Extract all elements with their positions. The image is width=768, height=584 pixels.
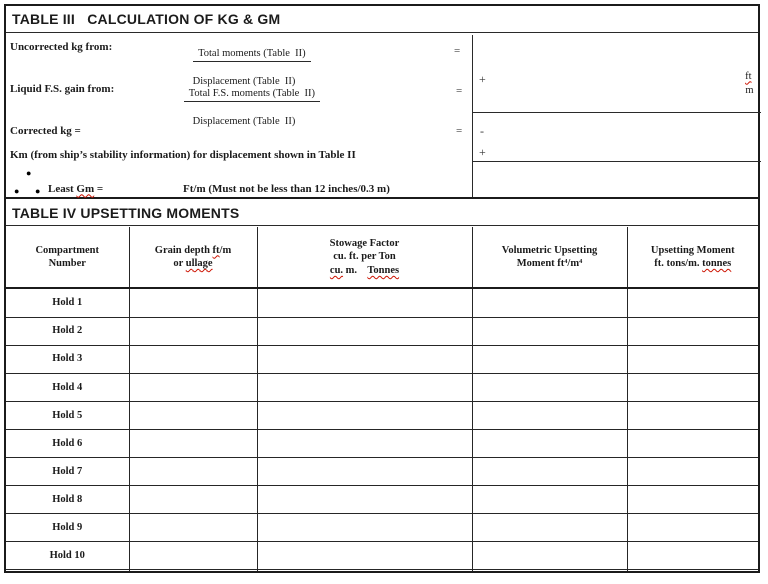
- value-cell[interactable]: [129, 401, 257, 429]
- table-row: [6, 401, 758, 429]
- value-cell[interactable]: [627, 542, 758, 570]
- value-cell[interactable]: [627, 373, 758, 401]
- table3-result-column: [472, 35, 761, 197]
- table-row: [6, 288, 758, 317]
- value-cell[interactable]: [472, 317, 627, 345]
- equals-sign-1: =: [454, 44, 461, 57]
- worksheet-page: [4, 4, 760, 573]
- compartment-label-cell: Hold 9: [6, 514, 129, 542]
- value-cell[interactable]: [257, 514, 472, 542]
- value-cell[interactable]: [627, 345, 758, 373]
- value-cell[interactable]: [472, 542, 627, 570]
- value-cell[interactable]: [129, 288, 257, 317]
- compartment-label-cell: Hold 8: [6, 486, 129, 514]
- value-cell[interactable]: [257, 570, 472, 571]
- corrected-kg-label: Corrected kg =: [10, 124, 81, 137]
- value-cell[interactable]: [129, 486, 257, 514]
- value-cell[interactable]: [129, 317, 257, 345]
- compartment-label-cell: Hold 5: [6, 401, 129, 429]
- value-cell[interactable]: [129, 345, 257, 373]
- liquid-fs-fraction: [168, 77, 320, 149]
- unit-m-label: m: [745, 84, 754, 96]
- table-row: [6, 514, 758, 542]
- value-cell[interactable]: [129, 429, 257, 457]
- value-cell[interactable]: [627, 458, 758, 486]
- kg-result-box[interactable]: [473, 35, 761, 114]
- value-cell[interactable]: [129, 514, 257, 542]
- liquid-fs-gain-label: Liquid F.S. gain from:: [10, 82, 115, 95]
- fraction1-denominator: Displacement (Table II): [192, 75, 296, 87]
- equals-sign-2: =: [456, 84, 463, 97]
- compartment-label-cell: Hold 3: [6, 345, 129, 373]
- value-cell[interactable]: [472, 373, 627, 401]
- value-cell[interactable]: [257, 486, 472, 514]
- value-cell[interactable]: [627, 570, 758, 571]
- col-compartment-number: Compartment Number: [6, 227, 129, 288]
- table-row: [6, 345, 758, 373]
- equals-sign-3: =: [456, 124, 463, 137]
- bullet-icon: ●: [35, 185, 41, 196]
- value-cell[interactable]: [129, 458, 257, 486]
- table4-grid: [6, 227, 758, 571]
- table-row: [6, 317, 758, 345]
- gm-word: Gm: [76, 182, 95, 195]
- unit-ft-label: ft: [745, 70, 752, 82]
- table-row: [6, 486, 758, 514]
- uncorrected-kg-label: Uncorrected kg from:: [10, 40, 113, 53]
- value-cell[interactable]: [257, 288, 472, 317]
- value-cell[interactable]: [627, 486, 758, 514]
- fraction1-numerator: Total moments (Table II): [193, 48, 311, 62]
- table-row: [6, 373, 758, 401]
- value-cell[interactable]: [257, 542, 472, 570]
- col-volumetric-upsetting-moment: Volumetric Upsetting Moment ft⁴/m⁴: [472, 227, 627, 288]
- corrected-kg-box[interactable]: [473, 113, 761, 162]
- value-cell[interactable]: [472, 429, 627, 457]
- table-row: [6, 429, 758, 457]
- table-row: [6, 458, 758, 486]
- value-cell[interactable]: [472, 401, 627, 429]
- table4-header-row: [6, 227, 758, 288]
- fraction2-numerator: Total F.S. moments (Table II): [184, 88, 320, 102]
- value-cell[interactable]: [472, 345, 627, 373]
- value-cell[interactable]: [627, 317, 758, 345]
- fraction2-denominator: Displacement (Table II): [192, 115, 296, 127]
- table3-body: [6, 35, 758, 199]
- km-info-label: Km (from ship’s stability information) for displacement shown in Table II: [10, 148, 356, 161]
- value-cell[interactable]: [472, 570, 627, 571]
- compartment-label-cell: Hold 4: [6, 373, 129, 401]
- value-cell[interactable]: [627, 288, 758, 317]
- plus-sign: +: [479, 71, 486, 86]
- value-cell[interactable]: [472, 514, 627, 542]
- compartment-label-cell: Hold 10: [6, 542, 129, 570]
- col-stowage-factor: Stowage Factor cu. ft. per Ton cu. m. Tonnes: [257, 227, 472, 288]
- table4-header: [6, 201, 758, 226]
- compartment-label-cell: [6, 570, 129, 571]
- value-cell[interactable]: [627, 514, 758, 542]
- compartment-label-cell: Hold 7: [6, 458, 129, 486]
- value-cell[interactable]: [257, 373, 472, 401]
- value-cell[interactable]: [257, 317, 472, 345]
- value-cell[interactable]: [472, 288, 627, 317]
- ftm-minimum-note: Ft/m (Must not be less than 12 inches/0.3 m): [183, 182, 390, 195]
- minus-sign: -: [480, 124, 484, 138]
- value-cell[interactable]: [627, 429, 758, 457]
- value-cell[interactable]: [129, 373, 257, 401]
- table-row: [6, 570, 758, 571]
- table3-title: TABLE III CALCULATION OF KG & GM: [12, 11, 281, 27]
- compartment-label-cell: Hold 6: [6, 429, 129, 457]
- value-cell[interactable]: [257, 429, 472, 457]
- value-cell[interactable]: [257, 458, 472, 486]
- value-cell[interactable]: [129, 542, 257, 570]
- value-cell[interactable]: [129, 570, 257, 571]
- table-row: [6, 542, 758, 570]
- value-cell[interactable]: [472, 458, 627, 486]
- value-cell[interactable]: [627, 401, 758, 429]
- col-upsetting-moment: Upsetting Moment ft. tons/m. tonnes: [627, 227, 758, 288]
- col-grain-depth: Grain depth ft/m or ullage: [129, 227, 257, 288]
- value-cell[interactable]: [257, 401, 472, 429]
- value-cell[interactable]: [257, 345, 472, 373]
- least-gm-result-box[interactable]: [473, 162, 761, 197]
- table4-body: [6, 288, 758, 571]
- compartment-label-cell: Hold 1: [6, 288, 129, 317]
- least-gm-label: Least Gm =: [48, 182, 104, 195]
- bullet-icon: ●: [26, 167, 32, 178]
- bullet-icon: ●: [14, 185, 20, 196]
- plus-sign: +: [479, 145, 486, 159]
- table3-header: [6, 6, 758, 33]
- value-cell[interactable]: [472, 486, 627, 514]
- compartment-label-cell: Hold 2: [6, 317, 129, 345]
- table4-title: TABLE IV UPSETTING MOMENTS: [12, 204, 240, 221]
